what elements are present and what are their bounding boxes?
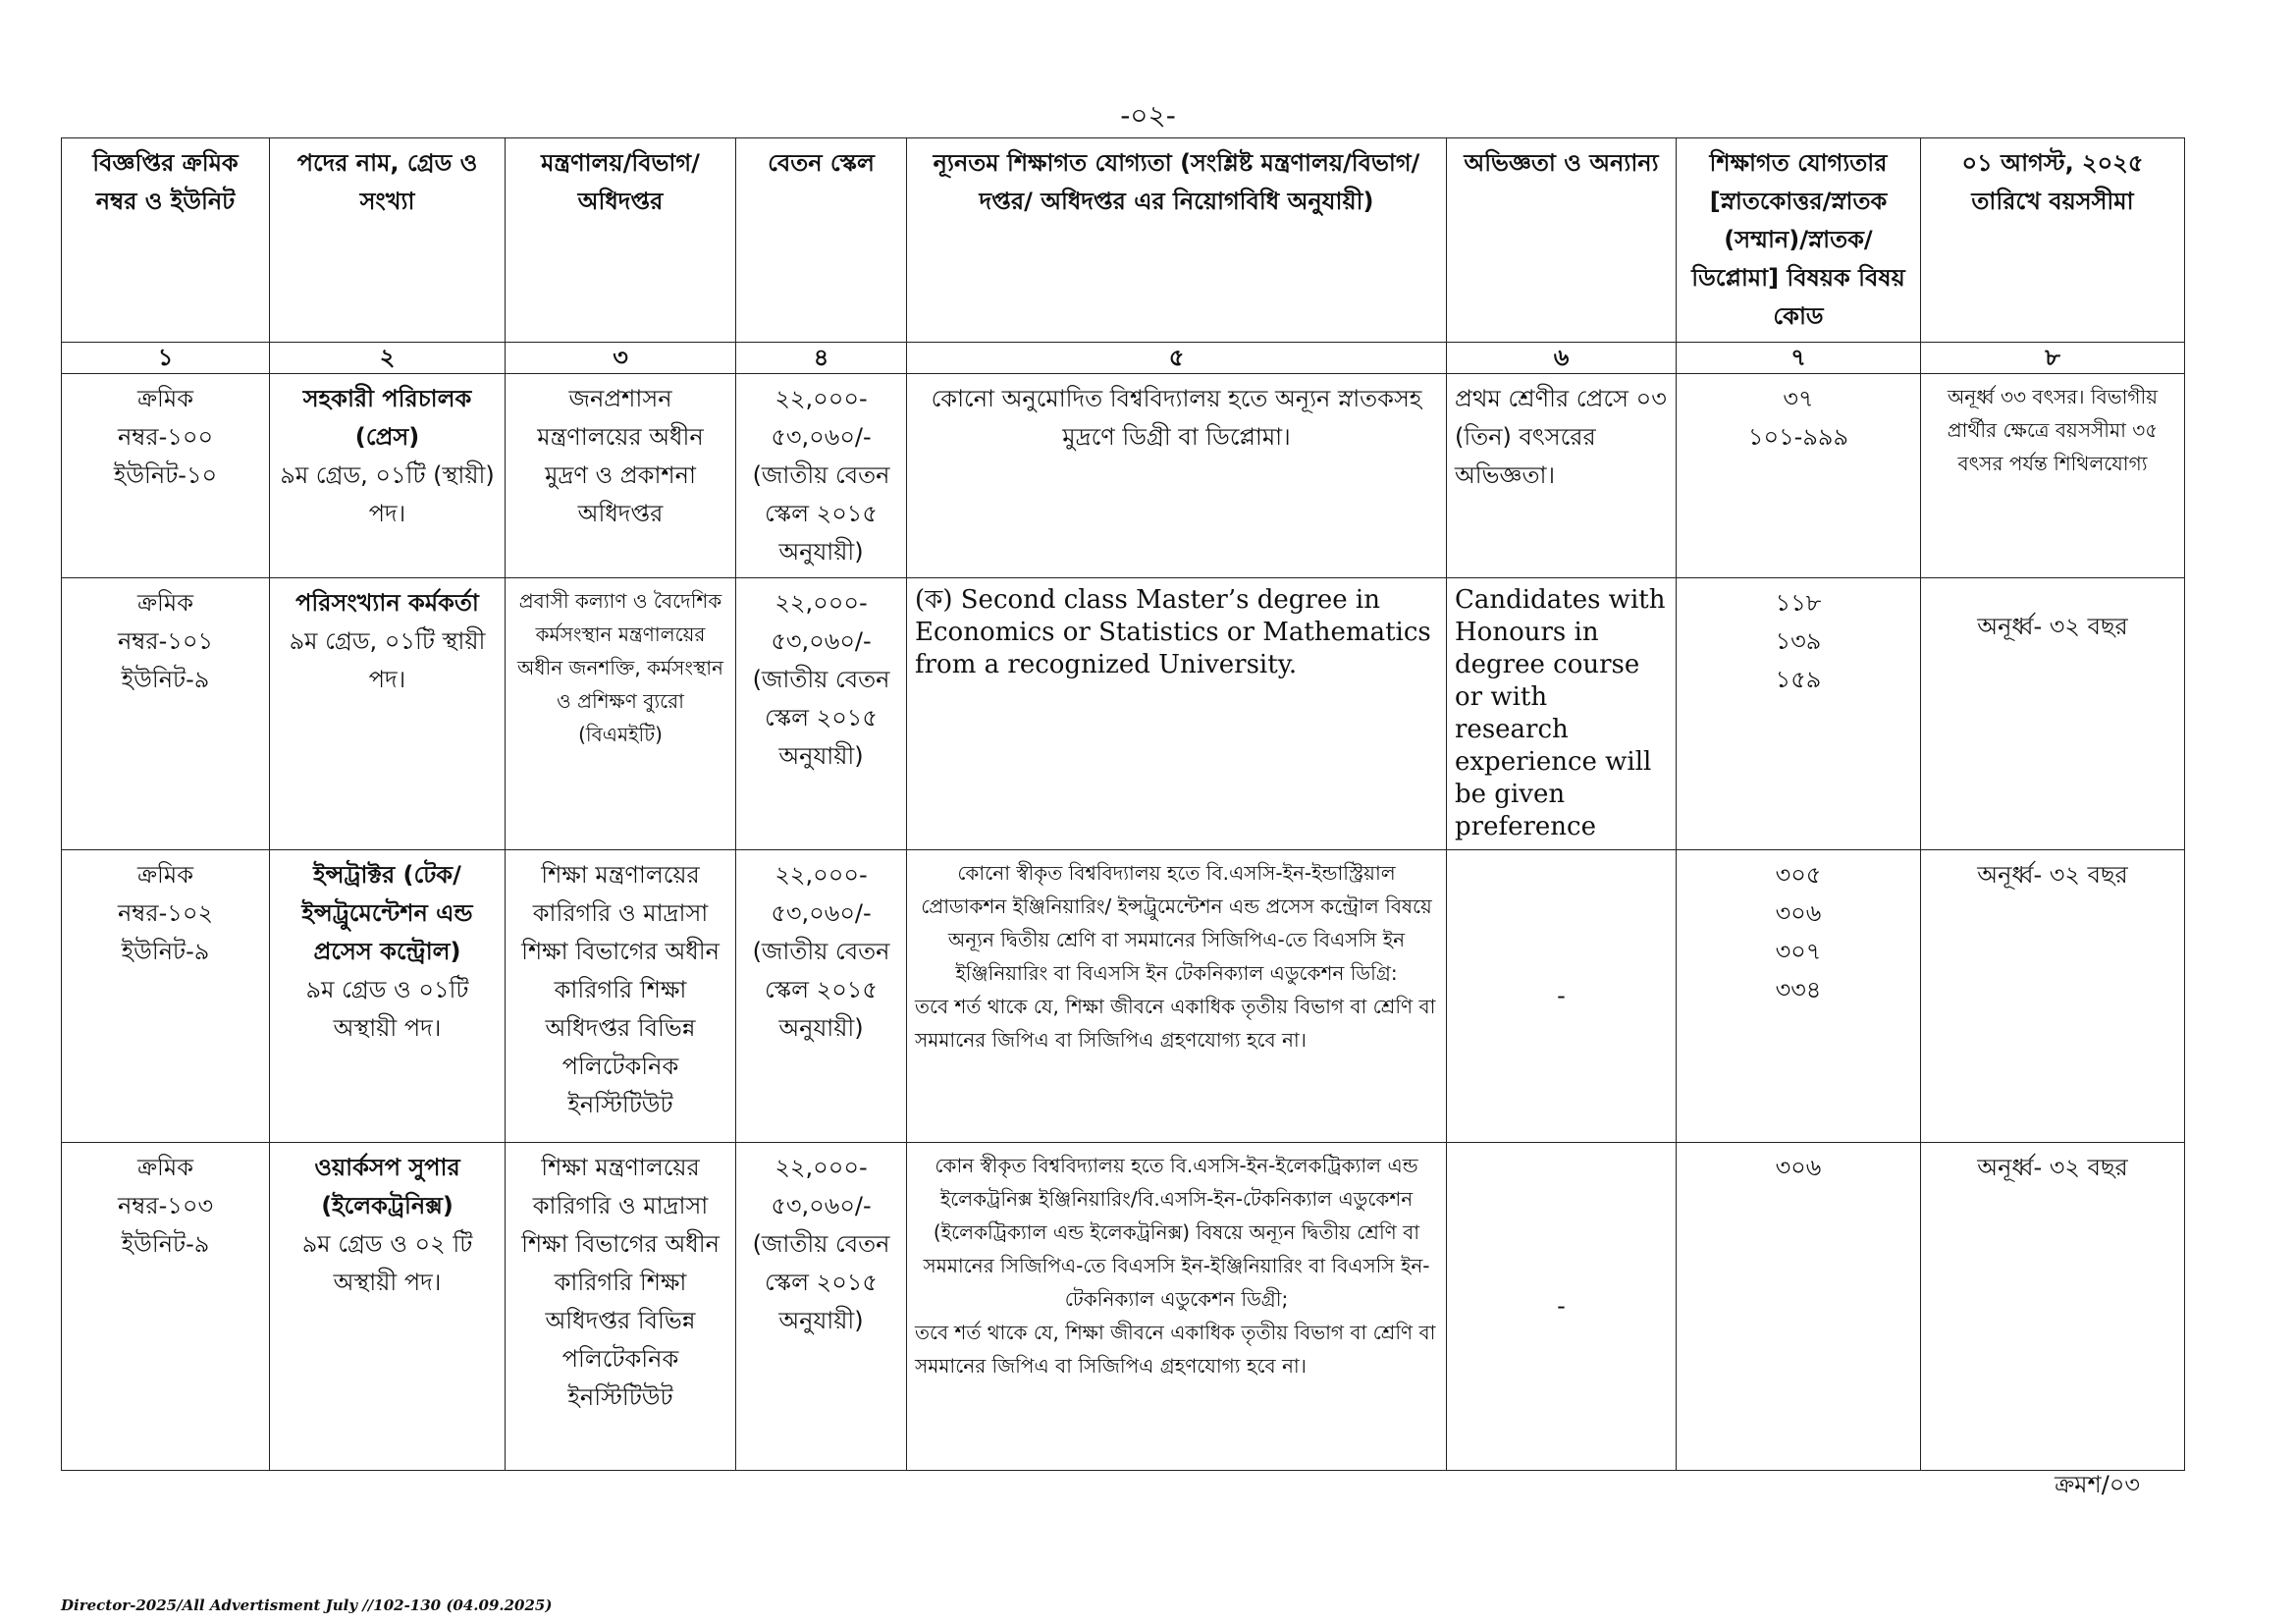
post-detail: ৯ম গ্রেড ও ০১টি অস্থায়ী পদ। (305, 976, 469, 1042)
post-cell (270, 374, 506, 578)
header-row (62, 138, 2185, 343)
ministry-cell: শিক্ষা মন্ত্রণালয়ের কারিগরি ও মাদ্রাসা শিক্ষা বিভাগের অধীন কারিগরি শিক্ষা অধিদপ্তর বিভিন্ন পলিটেকনিক ইনস্টিটিউট (506, 850, 736, 1143)
serial-label: ক্রমিক (136, 1154, 194, 1181)
pay-scale-cell: ২২,০০০- ৫৩,০৬০/- (জাতীয় বেতন স্কেল ২০১৫ অনুযায়ী) (736, 374, 907, 578)
subject-code: ৩০৬ (1775, 1154, 1822, 1181)
table-row (62, 578, 2185, 850)
header-pay-scale: বেতন স্কেল (736, 138, 907, 343)
column-number: ৪ (736, 343, 907, 374)
experience-cell: প্রথম শ্রেণীর প্রেসে ০৩ (তিন) বৎসরের অভিজ্ঞতা। (1447, 374, 1677, 578)
column-number: ৮ (1921, 343, 2185, 374)
age-limit-cell: অনূর্ধ্ব- ৩২ বছর (1921, 850, 2185, 1143)
column-number: ৫ (907, 343, 1447, 374)
subject-code: ১৩৯ (1775, 627, 1822, 655)
recruitment-table (61, 137, 2185, 1471)
header-experience: অভিজ্ঞতা ও অন্যান্য (1447, 138, 1677, 343)
serial-label: ক্রমিক (136, 861, 194, 889)
serial-number: নম্বর-১০৩ (117, 1192, 214, 1219)
age-limit-cell: অনূর্ধ্ব- ৩২ বছর (1921, 578, 2185, 850)
post-detail: ৯ম গ্রেড ও ০২ টি অস্থায়ী পদ। (301, 1230, 473, 1296)
pay-scale-cell: ২২,০০০- ৫৩,০৬০/- (জাতীয় বেতন স্কেল ২০১৫ অনুযায়ী) (736, 850, 907, 1143)
serial-label: ক্রমিক (136, 385, 194, 412)
subject-code: ১০১-৯৯৯ (1747, 423, 1849, 451)
ministry-cell: প্রবাসী কল্যাণ ও বৈদেশিক কর্মসংস্থান মন্ত্রণালয়ের অধীন জনশক্তি, কর্মসংস্থান ও প্রশিক্ষণ ব্যুরো (বিএমইটি) (506, 578, 736, 850)
subject-code: ১৫৯ (1775, 666, 1822, 693)
subject-code-cell (1677, 374, 1921, 578)
serial-cell (62, 374, 270, 578)
subject-code-cell (1677, 1143, 1921, 1471)
qualification-cell: কোনো অনুমোদিত বিশ্ববিদ্যালয় হতে অন্যূন স্নাতকসহ মুদ্রণে ডিগ্রী বা ডিপ্লোমা। (907, 374, 1447, 578)
serial-cell (62, 578, 270, 850)
age-limit-cell: অনূর্ধ্ব- ৩২ বছর (1921, 1143, 2185, 1471)
column-number: ৩ (506, 343, 736, 374)
page-number: -০২- (1120, 99, 1176, 132)
age-limit-cell: অনূর্ধ্ব ৩৩ বৎসর। বিভাগীয় প্রার্থীর ক্ষেত্রে বয়সসীমা ৩৫ বৎসর পর্যন্ত শিথিলযোগ্য (1921, 374, 2185, 578)
serial-number: নম্বর-১০২ (117, 899, 214, 927)
subject-code-cell (1677, 578, 1921, 850)
post-cell (270, 850, 506, 1143)
pay-scale-cell: ২২,০০০- ৫৩,০৬০/- (জাতীয় বেতন স্কেল ২০১৫ অনুযায়ী) (736, 1143, 907, 1471)
serial-label: ক্রমিক (136, 589, 194, 617)
subject-code: ৩০৬ (1775, 899, 1822, 927)
subject-code: ৩৩৪ (1775, 976, 1822, 1003)
qualification-condition: তবে শর্ত থাকে যে, শিক্ষা জীবনে একাধিক তৃতীয় বিভাগ বা শ্রেণি বা সমমানের জিপিএ বা সিজিপিএ গ্রহণযোগ্য হবে না। (915, 1321, 1436, 1378)
column-number-row (62, 343, 2185, 374)
qualification-main: কোনো স্বীকৃত বিশ্ববিদ্যালয় হতে বি.এসসি-ইন-ইন্ডাস্ট্রিয়াল প্রোডাকশন ইঞ্জিনিয়ারিং/ ইন্সট্রুমেন্টেশন এন্ড প্রসেস কন্ট্রোল বিষয়ে অন্যূন দ্বিতীয় শ্রেণি বা সমমানের সিজিপিএ-তে বিএসসি ইন ইঞ্জিনিয়ারিং বা বিএসসি ইন টেকনিক্যাল এডুকেশন ডিগ্রি: (921, 861, 1432, 985)
qualification-cell: (ক) Second class Master’s degree in Economics or Statistics or Mathematics from a recognized University. (907, 578, 1447, 850)
post-title: ইন্সট্রাক্টর (টেক/ ইন্সট্রুমেন্টেশন এন্ড প্রসেস কন্ট্রোল) (301, 861, 473, 965)
serial-number: নম্বর-১০১ (117, 627, 214, 655)
column-number: ১ (62, 343, 270, 374)
subject-code: ৩৭ (1783, 385, 1814, 412)
qualification-condition: তবে শর্ত থাকে যে, শিক্ষা জীবনে একাধিক তৃতীয় বিভাগ বা শ্রেণি বা সমমানের জিপিএ বা সিজিপিএ গ্রহণযোগ্য হবে না। (915, 995, 1436, 1052)
post-cell (270, 1143, 506, 1471)
unit-number: ইউনিট-৯ (121, 938, 210, 965)
continued-note: ক্রমশ/০৩ (2055, 1471, 2140, 1498)
qualification-cell (907, 1143, 1447, 1471)
unit-number: ইউনিট-৯ (121, 1230, 210, 1258)
qualification-cell (907, 850, 1447, 1143)
unit-number: ইউনিট-৯ (121, 666, 210, 693)
serial-cell (62, 1143, 270, 1471)
subject-code-cell (1677, 850, 1921, 1143)
post-detail: ৯ম গ্রেড, ০১টি (স্থায়ী) পদ। (280, 461, 495, 527)
post-title: পরিসংখ্যান কর্মকর্তা (295, 589, 479, 617)
unit-number: ইউনিট-১০ (113, 461, 218, 489)
column-number: ৬ (1447, 343, 1677, 374)
header-qualification: ন্যূনতম শিক্ষাগত যোগ্যতা (সংশ্লিষ্ট মন্ত্রণালয়/বিভাগ/দপ্তর/ অধিদপ্তর এর নিয়োগবিধি অনুযায়ী) (907, 138, 1447, 343)
serial-cell (62, 850, 270, 1143)
subject-code: ৩০৫ (1775, 861, 1822, 889)
header-age-limit: ০১ আগস্ট, ২০২৫ তারিখে বয়সসীমা (1921, 138, 2185, 343)
table-row (62, 850, 2185, 1143)
qualification-main: কোন স্বীকৃত বিশ্ববিদ্যালয় হতে বি.এসসি-ইন-ইলেকট্রিক্যাল এন্ড ইলেকট্রনিক্স ইঞ্জিনিয়ারিং/বি.এসসি-ইন-টেকনিক্যাল এডুকেশন (ইলেকট্রিক্যাল এন্ড ইলেকট্রনিক্স) বিষয়ে অন্যূন দ্বিতীয় শ্রেণি বা সমমানের সিজিপিএ-তে বিএসসি ইন-ইঞ্জিনিয়ারিং বা বিএসসি ইন-টেকনিক্যাল এডুকেশন ডিগ্রী; (923, 1154, 1430, 1311)
post-cell (270, 578, 506, 850)
header-serial: বিজ্ঞপ্তির ক্রমিক নম্বর ও ইউনিট (62, 138, 270, 343)
serial-number: নম্বর-১০০ (117, 423, 214, 451)
header-post: পদের নাম, গ্রেড ও সংখ্যা (270, 138, 506, 343)
experience-cell: Candidates with Honours in degree course or with research experience will be given preference (1447, 578, 1677, 850)
subject-code: ১১৮ (1775, 589, 1822, 617)
post-title: ওয়ার্কসপ সুপার (ইলেকট্রনিক্স) (314, 1154, 460, 1219)
header-ministry: মন্ত্রণালয়/বিভাগ/ অধিদপ্তর (506, 138, 736, 343)
column-number: ২ (270, 343, 506, 374)
post-title: সহকারী পরিচালক (প্রেস) (302, 385, 472, 451)
ministry-cell: জনপ্রশাসন মন্ত্রণালয়ের অধীন মুদ্রণ ও প্রকাশনা অধিদপ্তর (506, 374, 736, 578)
experience-cell: - (1447, 850, 1677, 1143)
post-detail: ৯ম গ্রেড, ০১টি স্থায়ী পদ। (289, 627, 486, 693)
column-number: ৭ (1677, 343, 1921, 374)
header-subject-code: শিক্ষাগত যোগ্যতার [স্নাতকোত্তর/স্নাতক (সম্মান)/স্নাতক/ ডিপ্লোমা] বিষয়ক বিষয় কোড (1677, 138, 1921, 343)
table-row (62, 374, 2185, 578)
footer-reference: Director-2025/All Advertisment July //102-130 (04.09.2025) (61, 1597, 553, 1614)
table-row (62, 1143, 2185, 1471)
subject-code: ৩০৭ (1775, 938, 1822, 965)
pay-scale-cell: ২২,০০০- ৫৩,০৬০/- (জাতীয় বেতন স্কেল ২০১৫ অনুযায়ী) (736, 578, 907, 850)
experience-cell: - (1447, 1143, 1677, 1471)
ministry-cell: শিক্ষা মন্ত্রণালয়ের কারিগরি ও মাদ্রাসা শিক্ষা বিভাগের অধীন কারিগরি শিক্ষা অধিদপ্তর বিভিন্ন পলিটেকনিক ইনস্টিটিউট (506, 1143, 736, 1471)
